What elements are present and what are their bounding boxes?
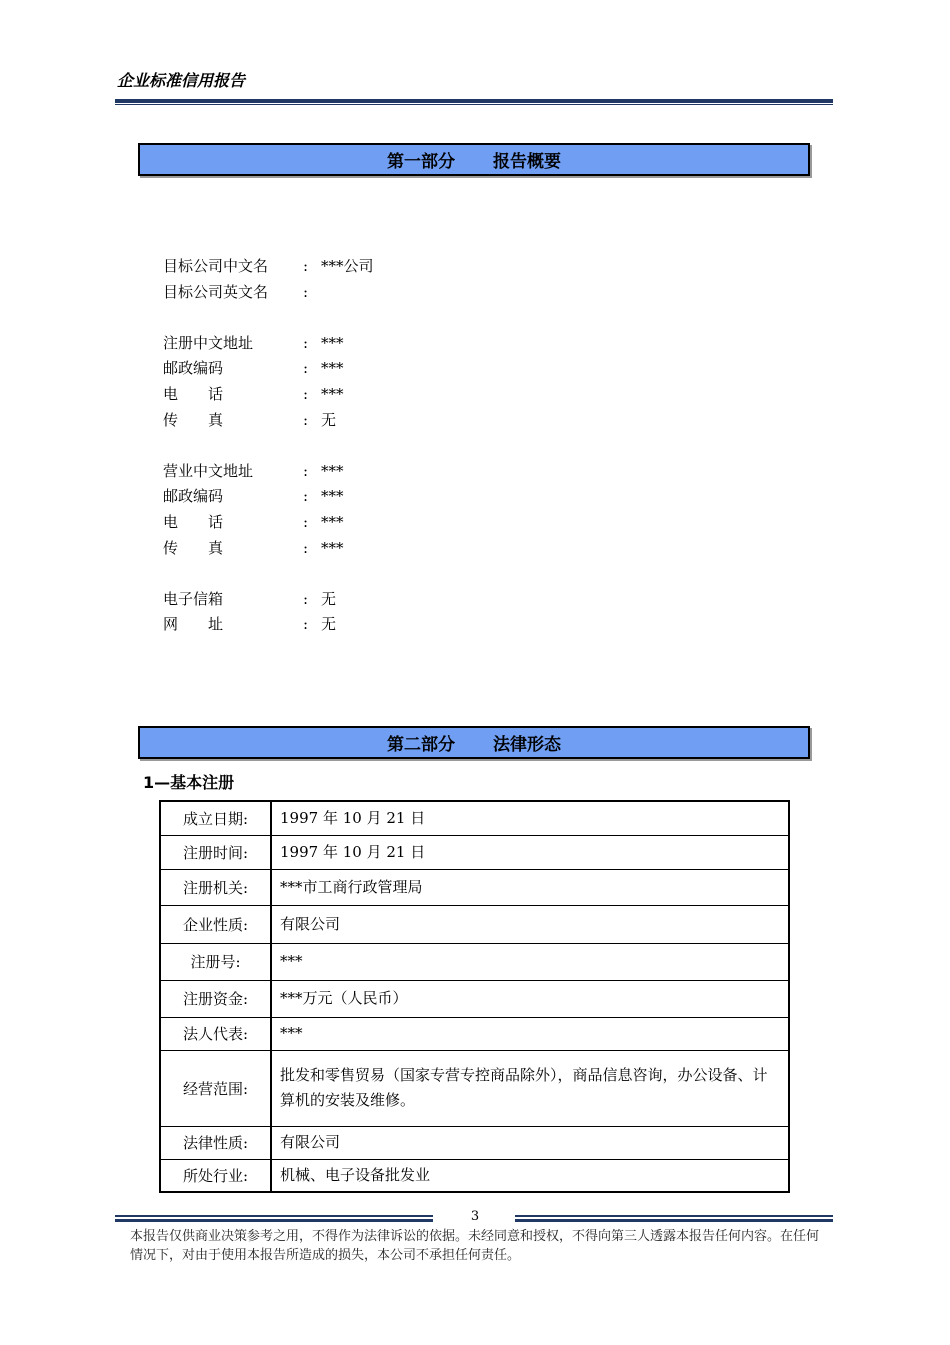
registration-value: ***万元（人民币） — [271, 980, 789, 1017]
header-divider-thin — [115, 104, 833, 105]
info-label: 目标公司英文名 — [163, 282, 269, 301]
info-label: 注册中文地址 — [163, 333, 254, 352]
registration-value: 1997 年 10 月 21 日 — [271, 801, 789, 835]
registration-value: *** — [271, 1017, 789, 1050]
section-2-banner — [138, 726, 810, 759]
subheading-basic-registration: 1—基本注册 — [143, 773, 235, 792]
info-colon: : — [303, 512, 309, 531]
info-colon — [303, 433, 321, 459]
registration-value: 机械、电子设备批发业 — [271, 1159, 789, 1192]
section-2-name: 法律形态 — [493, 735, 561, 755]
info-value: *** — [321, 333, 344, 352]
info-label: 营业中文地址 — [163, 461, 254, 480]
registration-value: *** — [271, 943, 789, 980]
section-1-banner — [138, 143, 810, 176]
info-colon — [303, 305, 321, 331]
info-colon: : — [303, 333, 309, 352]
info-label: 网 址 — [163, 615, 224, 634]
info-colon: : — [303, 461, 309, 480]
registration-key: 注册时间: — [160, 835, 271, 869]
info-colon: : — [303, 538, 309, 557]
info-label: 邮政编码 — [163, 359, 224, 378]
table-row — [160, 869, 789, 905]
info-row — [163, 510, 374, 536]
company-info-list — [163, 254, 374, 638]
info-label: 目标公司中文名 — [163, 257, 269, 275]
info-row — [163, 408, 374, 434]
footer-rule-left — [115, 1215, 433, 1223]
info-colon — [303, 561, 321, 587]
registration-key: 所处行业: — [160, 1159, 271, 1192]
registration-value: 1997 年 10 月 21 日 — [271, 835, 789, 869]
info-row — [163, 356, 374, 382]
info-colon: : — [303, 384, 309, 403]
header-divider — [115, 99, 833, 103]
table-row — [160, 835, 789, 869]
table-row — [160, 1050, 789, 1126]
report-header-title: 企业标准信用报告 — [117, 71, 246, 90]
registration-value: 批发和零售贸易（国家专营专控商品除外），商品信息咨询，办公设备、计算机的安装及维修。 — [271, 1050, 789, 1126]
info-row — [163, 612, 374, 638]
registration-key: 成立日期: — [160, 801, 271, 835]
info-value: *** — [321, 359, 344, 378]
info-row — [163, 382, 374, 408]
info-row — [163, 305, 374, 331]
table-row — [160, 1126, 789, 1159]
info-row — [163, 280, 374, 306]
info-value: *** — [321, 384, 344, 403]
info-label — [163, 433, 303, 459]
info-value: *** — [321, 461, 344, 480]
info-row — [163, 536, 374, 562]
info-colon: : — [303, 615, 309, 634]
info-colon: : — [303, 487, 309, 506]
registration-key: 注册资金: — [160, 980, 271, 1017]
table-row — [160, 1159, 789, 1192]
info-label: 电 话 — [163, 384, 224, 403]
section-1-part: 第一部分 — [387, 152, 455, 172]
registration-table — [159, 800, 790, 1193]
info-colon: : — [303, 257, 309, 275]
info-row — [163, 254, 374, 280]
registration-key: 企业性质: — [160, 905, 271, 943]
info-value: *** — [321, 487, 344, 506]
info-row — [163, 331, 374, 357]
info-colon: : — [303, 410, 309, 429]
info-colon: : — [303, 589, 309, 608]
registration-key: 法人代表: — [160, 1017, 271, 1050]
table-row — [160, 980, 789, 1017]
info-label: 传 真 — [163, 410, 224, 429]
info-row — [163, 433, 374, 459]
info-value: *** — [321, 538, 344, 557]
section-1-name: 报告概要 — [493, 152, 561, 172]
page-number: 3 — [470, 1209, 480, 1224]
info-row — [163, 561, 374, 587]
info-value: ***公司 — [321, 257, 374, 275]
registration-value: 有限公司 — [271, 1126, 789, 1159]
info-value: 无 — [321, 615, 337, 634]
info-colon: : — [303, 359, 309, 378]
footer-disclaimer: 本报告仅供商业决策参考之用，不得作为法律诉讼的依据。未经同意和授权，不得向第三人透露本报告任何内容。在任何情况下，对由于使用本报告所造成的损失，本公司不承担任何责任。 — [130, 1229, 820, 1263]
info-label: 电 话 — [163, 512, 224, 531]
section-2-part: 第二部分 — [387, 735, 455, 755]
table-row — [160, 943, 789, 980]
registration-value: ***市工商行政管理局 — [271, 869, 789, 905]
registration-key: 注册号: — [160, 943, 271, 980]
info-value: 无 — [321, 410, 337, 429]
info-colon: : — [303, 282, 309, 301]
footer-rule-right — [515, 1215, 833, 1223]
registration-key: 法律性质: — [160, 1126, 271, 1159]
registration-key: 经营范围: — [160, 1050, 271, 1126]
table-row — [160, 905, 789, 943]
table-row — [160, 801, 789, 835]
info-value: *** — [321, 512, 344, 531]
info-label: 邮政编码 — [163, 487, 224, 506]
info-value: 无 — [321, 589, 337, 608]
info-row — [163, 459, 374, 485]
registration-key: 注册机关: — [160, 869, 271, 905]
info-label: 电子信箱 — [163, 589, 224, 608]
registration-value: 有限公司 — [271, 905, 789, 943]
info-label — [163, 305, 303, 331]
info-row — [163, 587, 374, 613]
table-row — [160, 1017, 789, 1050]
info-row — [163, 484, 374, 510]
info-label: 传 真 — [163, 538, 224, 557]
info-label — [163, 561, 303, 587]
